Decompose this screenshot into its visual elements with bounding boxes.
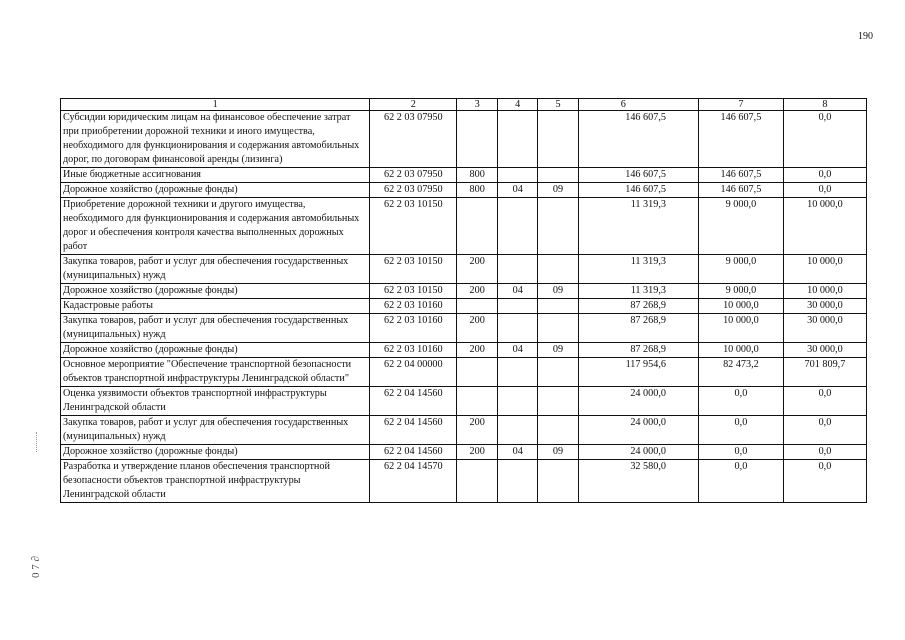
table-row [61,358,867,387]
table-cell [538,168,578,183]
table-cell: 62 2 03 10160 [370,314,457,343]
table-cell: 9 000,0 [698,255,783,284]
table-row [61,198,867,255]
table-cell: 82 473,2 [698,358,783,387]
row-description: Дорожное хозяйство (дорожные фонды) [61,445,370,460]
table-cell [498,255,538,284]
table-cell: 200 [457,416,498,445]
row-description: Кадастровые работы [61,299,370,314]
table-cell [457,358,498,387]
table-cell: 62 2 04 14560 [370,416,457,445]
table-cell [457,460,498,503]
table-cell [498,299,538,314]
page-number: 190 [858,31,873,42]
table-cell: 04 [498,445,538,460]
column-header: 6 [578,99,698,111]
table-cell: 09 [538,284,578,299]
table-row [61,111,867,168]
table-cell [538,255,578,284]
row-description: Закупка товаров, работ и услуг для обеспечения государственных (муниципальных) нужд [61,255,370,284]
table-cell: 0,0 [783,183,866,198]
table-row [61,299,867,314]
table-cell: 62 2 03 10150 [370,284,457,299]
table-row [61,314,867,343]
table-cell: 701 809,7 [783,358,866,387]
table-cell [538,299,578,314]
table-cell [457,111,498,168]
table-cell: 09 [538,445,578,460]
table-cell: 10 000,0 [698,299,783,314]
row-description: Дорожное хозяйство (дорожные фонды) [61,284,370,299]
table-cell: 24 000,0 [578,416,698,445]
table-cell: 200 [457,284,498,299]
table-cell: 0,0 [783,416,866,445]
table-cell [498,168,538,183]
table-cell: 10 000,0 [783,198,866,255]
table-cell: 32 580,0 [578,460,698,503]
table-cell: 146 607,5 [578,111,698,168]
table-row [61,168,867,183]
table-cell: 09 [538,183,578,198]
table-cell: 11 319,3 [578,255,698,284]
column-header: 3 [457,99,498,111]
table-cell: 30 000,0 [783,299,866,314]
table-cell: 62 2 04 00000 [370,358,457,387]
table-cell [498,111,538,168]
table-cell: 62 2 04 14570 [370,460,457,503]
row-description: Оценка уязвимости объектов транспортной инфраструктуры Ленинградской области [61,387,370,416]
table-row [61,387,867,416]
table-cell: 10 000,0 [783,284,866,299]
table-cell [538,111,578,168]
table-cell: 9 000,0 [698,284,783,299]
table-cell: 200 [457,314,498,343]
table-row [61,460,867,503]
table-cell: 200 [457,445,498,460]
table-cell: 09 [538,343,578,358]
row-description: Дорожное хозяйство (дорожные фонды) [61,343,370,358]
table-cell: 200 [457,255,498,284]
table-cell: 30 000,0 [783,343,866,358]
table-cell: 30 000,0 [783,314,866,343]
scan-mark [36,432,45,452]
table-cell: 10 000,0 [783,255,866,284]
table-cell: 10 000,0 [698,343,783,358]
column-header: 8 [783,99,866,111]
table-cell: 87 268,9 [578,299,698,314]
table-cell: 10 000,0 [698,314,783,343]
table-cell: 62 2 03 10160 [370,343,457,358]
table-cell [498,358,538,387]
table-row [61,343,867,358]
table-cell: 62 2 03 10150 [370,198,457,255]
table-cell: 146 607,5 [698,168,783,183]
table-cell [538,460,578,503]
table-cell: 800 [457,168,498,183]
table-cell: 0,0 [783,460,866,503]
table-cell [498,198,538,255]
table-cell [538,198,578,255]
table-cell: 87 268,9 [578,314,698,343]
table-cell [498,460,538,503]
table-cell [538,416,578,445]
table-cell [498,314,538,343]
header-row [61,99,867,111]
table-cell: 11 319,3 [578,198,698,255]
table-cell [457,299,498,314]
table-cell: 146 607,5 [698,183,783,198]
table-cell [498,387,538,416]
row-description: Дорожное хозяйство (дорожные фонды) [61,183,370,198]
table-cell: 24 000,0 [578,387,698,416]
row-description: Приобретение дорожной техники и другого имущества, необходимого для функционирования и содержания автомобильных дорог и обеспечения контроля качества выполненных дорожных работ [61,198,370,255]
table-cell: 0,0 [783,111,866,168]
table-cell: 146 607,5 [698,111,783,168]
table-row [61,416,867,445]
table-cell: 0,0 [783,168,866,183]
margin-marks: 0 7 ∂ [30,556,42,578]
table-cell: 62 2 03 10160 [370,299,457,314]
row-description: Субсидии юридическим лицам на финансовое обеспечение затрат при приобретении дорожной техники и иного имущества, необходимого для функционирования и содержания автомобильных дорог, по договорам финансовой аренды (лизинга) [61,111,370,168]
column-header: 5 [538,99,578,111]
column-header: 4 [498,99,538,111]
table-cell: 04 [498,284,538,299]
row-description: Закупка товаров, работ и услуг для обеспечения государственных (муниципальных) нужд [61,416,370,445]
table-cell: 800 [457,183,498,198]
table-cell [457,387,498,416]
budget-table [60,98,867,503]
table-cell: 24 000,0 [578,445,698,460]
table-cell [538,358,578,387]
table-cell: 62 2 03 07950 [370,111,457,168]
table-cell: 0,0 [783,445,866,460]
table-cell [538,387,578,416]
table-cell [538,314,578,343]
table-row [61,255,867,284]
table-cell: 62 2 03 10150 [370,255,457,284]
table-cell: 62 2 04 14560 [370,387,457,416]
table-cell: 0,0 [698,416,783,445]
table-cell: 62 2 03 07950 [370,168,457,183]
table-cell: 0,0 [698,445,783,460]
table-cell: 200 [457,343,498,358]
column-header: 7 [698,99,783,111]
column-header: 2 [370,99,457,111]
table-cell: 0,0 [783,387,866,416]
table-cell: 9 000,0 [698,198,783,255]
table-cell: 117 954,6 [578,358,698,387]
row-description: Иные бюджетные ассигнования [61,168,370,183]
column-header: 1 [61,99,370,111]
table-row [61,183,867,198]
table-cell [498,416,538,445]
table-cell [457,198,498,255]
table-cell: 146 607,5 [578,183,698,198]
table-cell: 0,0 [698,387,783,416]
row-description: Основное мероприятие "Обеспечение транспортной безопасности объектов транспортной инфраструктуры Ленинградской области" [61,358,370,387]
table-cell: 146 607,5 [578,168,698,183]
table-row [61,445,867,460]
table-cell: 87 268,9 [578,343,698,358]
table-cell: 0,0 [698,460,783,503]
table-cell: 04 [498,183,538,198]
table-cell: 04 [498,343,538,358]
table-cell: 11 319,3 [578,284,698,299]
table-cell: 62 2 03 07950 [370,183,457,198]
row-description: Разработка и утверждение планов обеспечения транспортной безопасности объектов транспортной инфраструктуры Ленинградской области [61,460,370,503]
table-row [61,284,867,299]
table-cell: 62 2 04 14560 [370,445,457,460]
row-description: Закупка товаров, работ и услуг для обеспечения государственных (муниципальных) нужд [61,314,370,343]
